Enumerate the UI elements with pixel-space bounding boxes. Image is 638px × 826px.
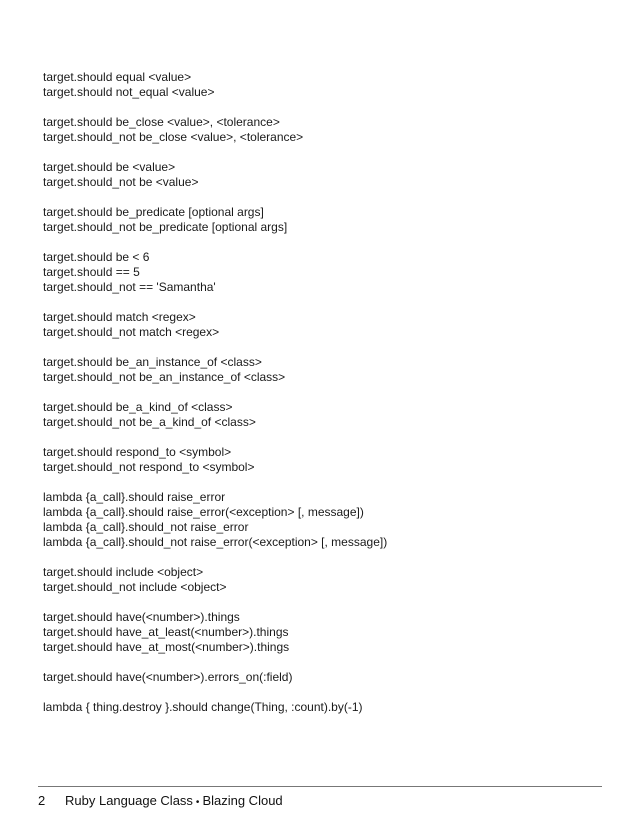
code-line: target.should be_close <value>, <tolerance> [43, 115, 280, 129]
code-line: target.should_not be_an_instance_of <class> [43, 370, 286, 384]
code-line: target.should be_an_instance_of <class> [43, 355, 262, 369]
code-line: lambda { thing.destroy }.should change(Thing, :count).by(-1) [43, 700, 363, 714]
code-line: target.should_not respond_to <symbol> [43, 460, 255, 474]
expectation-group [43, 310, 603, 340]
code-line: lambda {a_call}.should_not raise_error [43, 520, 249, 534]
footer-company: Blazing Cloud [202, 793, 283, 808]
code-line: target.should_not be_close <value>, <tolerance> [43, 130, 304, 144]
code-line: target.should have_at_most(<number>).things [43, 640, 290, 654]
expectation-group [43, 355, 603, 385]
code-line: target.should include <object> [43, 565, 204, 579]
expectation-group [43, 205, 603, 235]
footer-separator: • [195, 797, 200, 808]
expectation-group [43, 70, 603, 100]
expectation-group [43, 445, 603, 475]
expectation-group [43, 400, 603, 430]
code-line: target.should equal <value> [43, 70, 192, 84]
code-line: target.should_not be <value> [43, 175, 199, 189]
expectation-group [43, 250, 603, 295]
code-line: target.should have(<number>).things [43, 610, 240, 624]
expectations-list [43, 70, 603, 730]
code-line: target.should have_at_least(<number>).things [43, 625, 289, 639]
code-line: target.should be_a_kind_of <class> [43, 400, 233, 414]
expectation-group [43, 160, 603, 190]
page-number: 2 [38, 793, 46, 808]
code-line: target.should not_equal <value> [43, 85, 215, 99]
footer-divider [38, 786, 602, 787]
code-line: lambda {a_call}.should_not raise_error(<exception> [, message]) [43, 535, 388, 549]
code-line: target.should_not be_a_kind_of <class> [43, 415, 256, 429]
footer-course: Ruby Language Class [65, 793, 193, 808]
code-line: target.should == 5 [43, 265, 140, 279]
expectation-group [43, 490, 603, 550]
code-line: target.should have(<number>).errors_on(:field) [43, 670, 293, 684]
expectation-group [43, 610, 603, 655]
expectation-group [43, 565, 603, 595]
code-line: lambda {a_call}.should raise_error(<exception> [, message]) [43, 505, 364, 519]
code-line: target.should match <regex> [43, 310, 196, 324]
code-line: target.should_not include <object> [43, 580, 227, 594]
code-line: lambda {a_call}.should raise_error [43, 490, 226, 504]
code-line: target.should be < 6 [43, 250, 150, 264]
expectation-group [43, 700, 603, 715]
code-line: target.should_not == 'Samantha' [43, 280, 216, 294]
code-line: target.should_not be_predicate [optional args] [43, 220, 288, 234]
code-line: target.should be_predicate [optional args] [43, 205, 264, 219]
code-line: target.should be <value> [43, 160, 176, 174]
code-line: target.should respond_to <symbol> [43, 445, 232, 459]
expectation-group [43, 670, 603, 685]
page-footer [38, 792, 283, 811]
code-line: target.should_not match <regex> [43, 325, 220, 339]
expectation-group [43, 115, 603, 145]
